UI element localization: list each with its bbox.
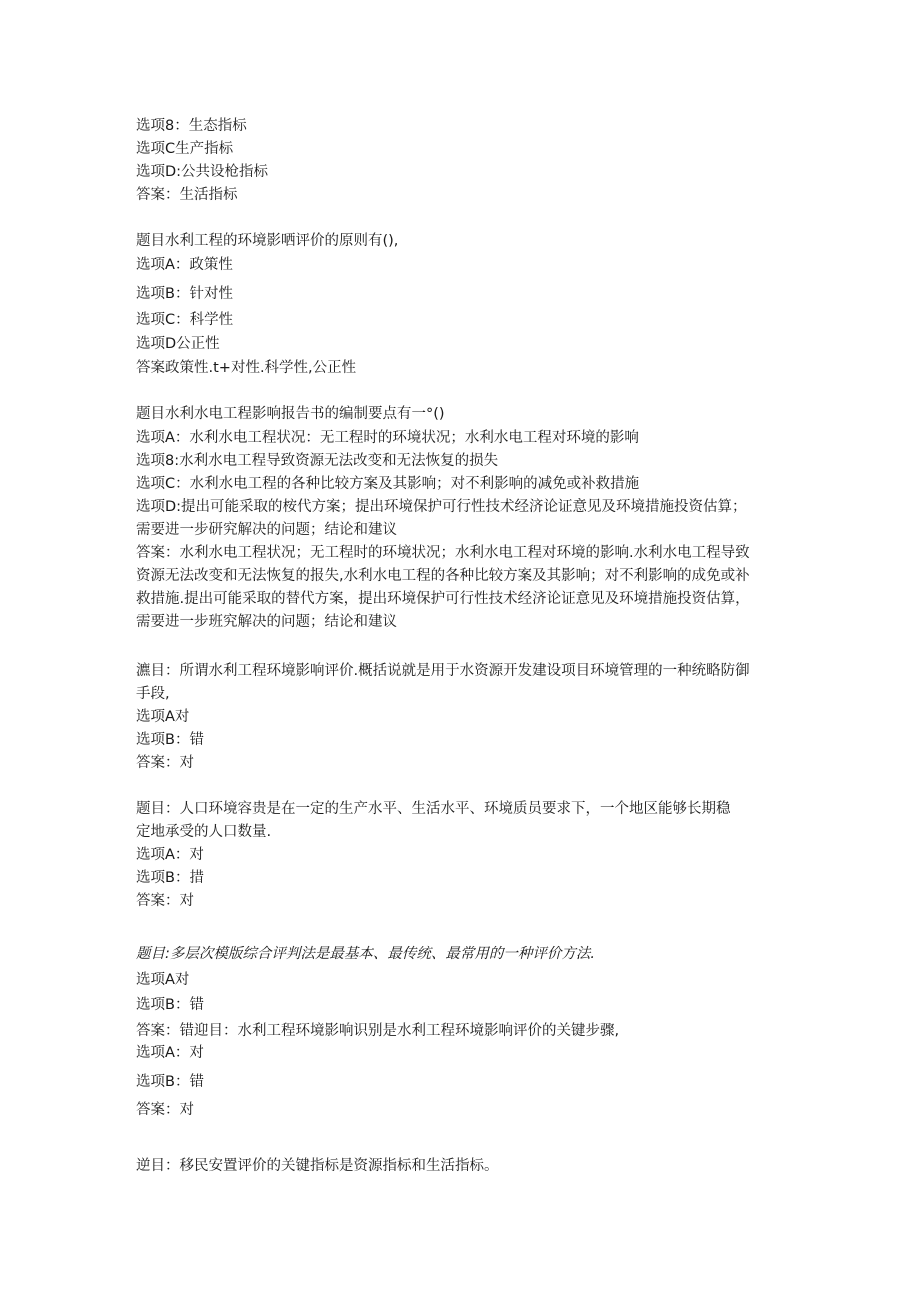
question-line-continued: 手段, [136,686,170,702]
option-d-line: 选项D:提出可能采取的桉代方案；提出环境保护可行性技术经济论证意见及环境措施投资估算； [136,499,747,515]
option-a-line: 选项A对 [136,709,190,725]
option-a-line: 选项A：政策性 [136,257,233,273]
answer-line: 答案政策性.t+对性.科学性,公正性 [136,360,357,376]
answer-line-continued: 需要进一步班究解决的问题；结论和建议 [136,614,397,630]
option-b-line: 选项B：错 [136,1074,204,1090]
answer-line: 答案：生活指标 [136,187,238,203]
answer-line: 答案：水利水电工程状况；无工程时的环境状况；水利水电工程对环境的影响.水利水电工程导致 [136,545,750,561]
question-line: 瀌目：所谓水利工程环境影响评价.概括说就是用于水资源开发建设项目环境管理的一种统略防御 [136,663,750,679]
option-b-line: 选项B：针对性 [136,286,233,302]
option-b-line: 选项B：错 [136,997,204,1013]
question-line: 题目:多层次模版综合评判法是最基本、最传统、最常用的一种评价方法. [136,946,595,962]
option-b-line: 选项8:水利水电工程导致资源无法改变和无法恢复的损失 [136,453,499,469]
answer-line: 答案：对 [136,893,194,909]
question-line: 题目：人口环境容贵是在一定的生产水平、生活水平、环境质员要求下，一个地区能够长期稳 [136,801,731,817]
option-a-line: 选项A对 [136,972,190,988]
option-c-line: 选项C：水利水电工程的各种比较方案及其影响；对不利影响的减免或补救措施 [136,476,640,492]
answer-line-continued: 资源无法改变和无法恢复的报失,水利水电工程的各种比较方案及其影响；对不利影响的成免或补 [136,568,750,584]
option-b-line: 选项B：措 [136,870,204,886]
option-c-line: 选项C：科学性 [136,312,234,328]
question-line: 逆目：移民安置评价的关键指标是资源指标和生活指标。 [136,1158,499,1174]
question-line-continued: 定地承受的人口数量. [136,824,272,840]
option-b-line: 选项B：错 [136,732,204,748]
option-a-line: 选项A：对 [136,1045,204,1061]
answer-line-continued: 救措施.提出可能采取的替代方案，提出环境保护可行性技术经济论证意见及环境措施投资估算， [136,591,750,607]
question-line: 题目水利水电工程影响报告书的编制要点有一°() [136,406,445,422]
option-b-line: 选项8：生态指标 [136,118,247,134]
option-d-line: 选项D公正性 [136,336,220,352]
answer-line: 答案：对 [136,1102,194,1118]
option-c-line: 选项C生产指标 [136,141,234,157]
option-d-line-continued: 需要进一步研究解决的问题；结论和建议 [136,522,397,538]
answer-question-line: 答案：错迎目：水利工程环境影响识别是水利工程环境影响评价的关键步骤, [136,1023,620,1039]
option-d-line: 选项D:公共设枪指标 [136,164,269,180]
answer-line: 答案：对 [136,755,194,771]
option-a-line: 选项A：对 [136,847,204,863]
option-a-line: 选项A：水利水电工程状况：无工程时的环境状况；水利水电工程对环境的影响 [136,430,639,446]
question-line: 题目水利工程的环境影哂评价的原则有(), [136,233,399,249]
